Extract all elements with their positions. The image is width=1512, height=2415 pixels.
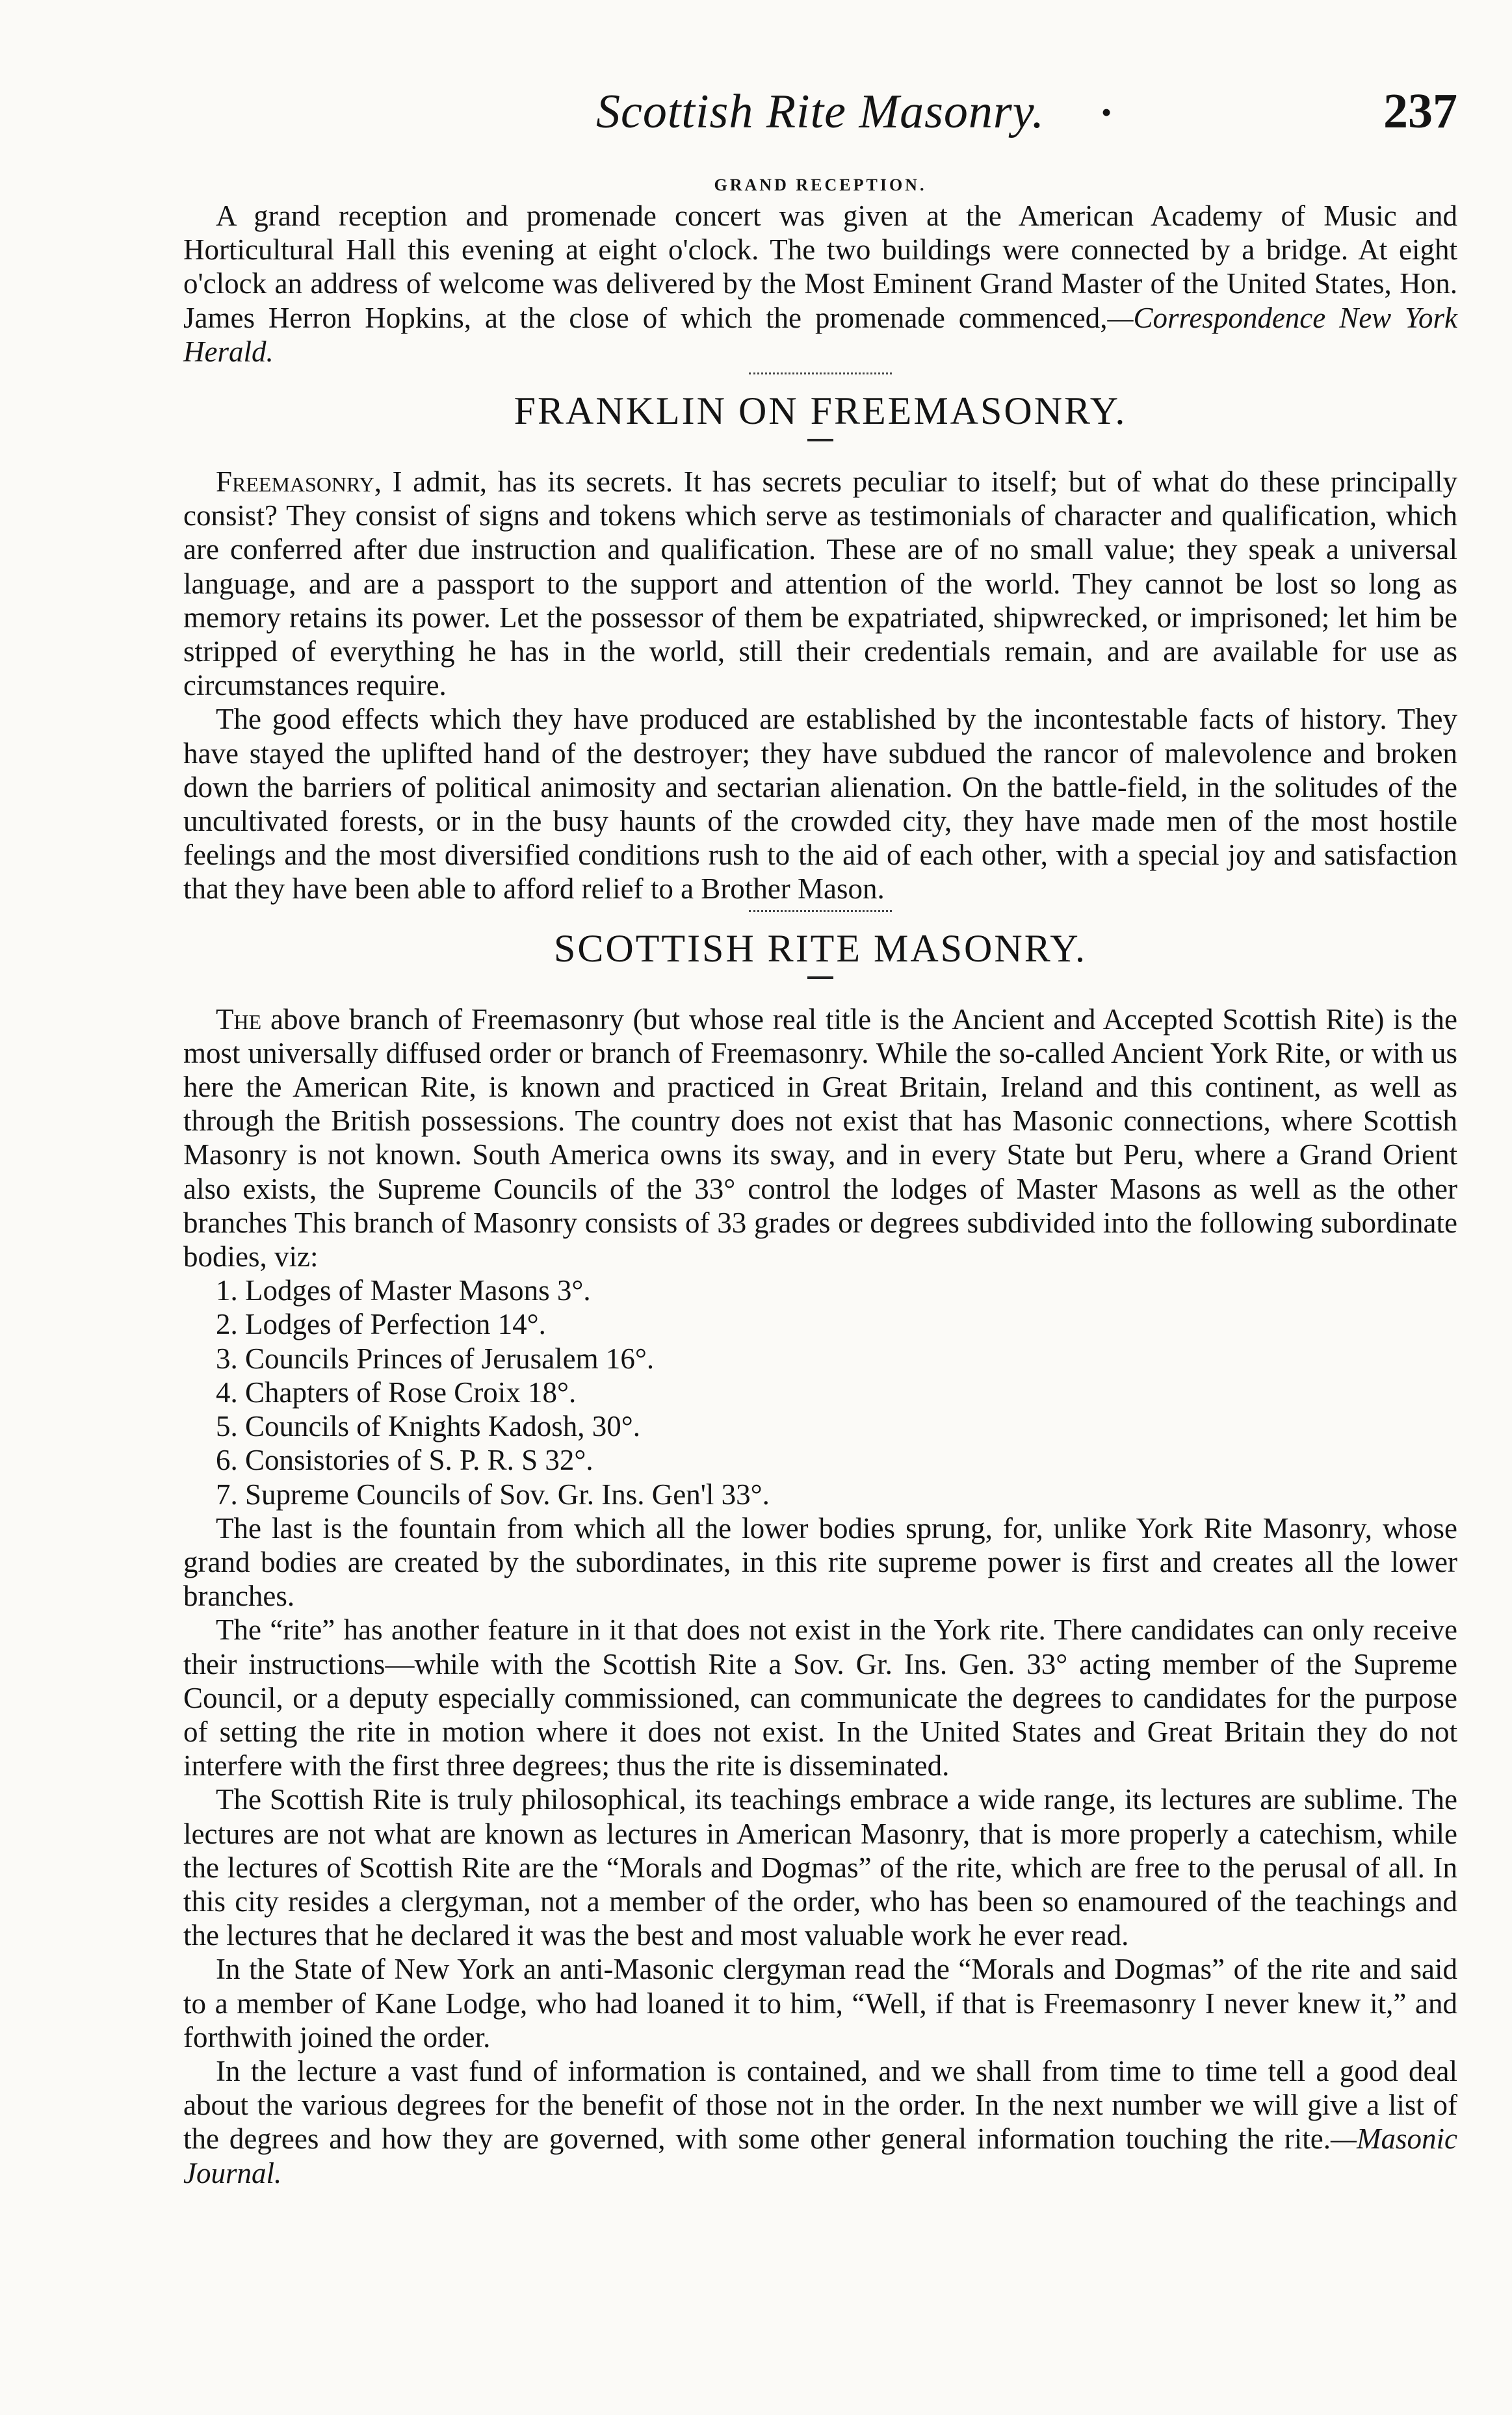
section-divider <box>749 910 892 912</box>
list-item: 4. Chapters of Rose Croix 18°. <box>216 1376 577 1409</box>
franklin-paragraph-2: The good effects which they have produced are established by the incontestable facts of history. They have stayed the uplifted hand of the destroyer; they have subdued the rancor of malevolence and broken down the barriers of political animosity and sectarian alienation. On the battle-field, in the solitudes of the uncultivated forests, or in the busy haunts of the crowded city, they have made men of the most hostile feelings and the most diversified conditions rush to the aid of each other, with a special joy and satisfaction that they have been able to afford relief to a Brother Mason. <box>183 703 1457 906</box>
scottish-lead-word: The <box>216 1002 262 1036</box>
list-item: 6. Consistories of S. P. R. S 32°. <box>216 1444 593 1477</box>
list-item: 3. Councils Princes of Jerusalem 16°. <box>216 1342 655 1375</box>
list-item: 1. Lodges of Master Masons 3°. <box>216 1274 591 1307</box>
list-item: 7. Supreme Councils of Sov. Gr. Ins. Gen'l 33°. <box>216 1478 770 1511</box>
franklin-p1-text: , I admit, has its secrets. It has secrets peculiar to itself; but of what do these principally consist? They consist of signs and tokens which serve as testimonials of character and qualification, which are conferred after due instruction and qualification. These are of no small value; they speak a universal language, and are a passport to the support and attention of the world. They cannot be lost so long as memory retains its power. Let the possessor of them be expatriated, shipwrecked, or imprisoned; let him be stripped of everything he has in the world, still their credentials remain, and are available for use as circumstances require. <box>183 465 1457 702</box>
grand-reception-heading: GRAND RECEPTION. <box>714 176 927 194</box>
running-title: Scottish Rite Masonry. <box>596 85 1045 138</box>
section-divider <box>749 372 892 374</box>
scottish-paragraph-5: In the State of New York an anti-Masonic clergyman read the “Morals and Dogmas” of the rite and said to a member of Kane Lodge, who had loaned it to him, “Well, if that is Freemasonry I never knew it,” and forthwith joined the order. <box>183 1953 1457 2054</box>
grand-reception-paragraph <box>183 199 1457 369</box>
running-header <box>183 77 1457 148</box>
scottish-paragraph-6 <box>183 2054 1457 2190</box>
scottish-p6-text: In the lecture a vast fund of information is contained, and we shall from time to time tell a good deal about the various degrees for the benefit of those not in the order. In the next number we will give a list of the degrees and how they are governed, with some other general information touching the rite. <box>183 2054 1457 2156</box>
scottish-paragraph-3: The “rite” has another feature in it that does not exist in the York rite. There candidates can only receive their instructions—while with the Scottish Rite a Sov. Gr. Ins. Gen. 33° acting member of the Supreme Council, or a deputy especially commissioned, can communicate the degrees to candidates for the purpose of setting the rite in motion where it does not exist. In the United States and Great Britain they do not interfere with the first three degrees; thus the rite is disseminated. <box>183 1613 1457 1782</box>
page-content <box>183 176 1457 2190</box>
scottish-paragraph-4: The Scottish Rite is truly philosophical, its teachings embrace a wide range, its lectures are sublime. The lectures are not what are known as lectures in American Masonry, that is more properly a catechism, while the lectures of Scottish Rite are the “Morals and Dogmas” of the rite, which are free to the perusal of all. In this city resides a clergyman, not a member of the order, who has been so enamoured of the teachings and the lectures that he declared it was the best and most valuable work he ever read. <box>183 1783 1457 1952</box>
franklin-lead-word: Freemasonry <box>216 465 374 499</box>
title-rule <box>807 976 833 979</box>
scottish-attribution: —Masonic Journal. <box>183 2122 1457 2189</box>
page-number: 237 <box>1383 84 1457 138</box>
list-item: 5. Councils of Knights Kadosh, 30°. <box>216 1410 640 1443</box>
scottish-p1-text: above branch of Freemasonry (but whose real title is the Ancient and Accepted Scottish Rite) is the most universally diffused order or branch of Freemasonry. While the so-called Ancient York Rite, or with us here the American Rite, is known and practiced in Great Britain, Ireland and this continent, as well as through the British possessions. The country does not exist that has Masonic connections, where Scottish Masonry is not known. South America owns its sway, and in every State but Peru, where a Grand Orient also exists, the Supreme Councils of the 33° control the lodges of Master Masons as well as the other branches This branch of Masonry consists of 33 grades or degrees subdivided into the following subordinate bodies, viz: <box>183 1002 1457 1273</box>
franklin-section <box>183 389 1457 912</box>
franklin-paragraph-1 <box>183 465 1457 702</box>
grand-reception-section <box>183 176 1457 374</box>
list-item: 2. Lodges of Perfection 14°. <box>216 1308 546 1341</box>
printer-mark: • <box>1101 96 1112 129</box>
title-rule <box>807 439 833 441</box>
subordinate-bodies-list <box>183 1273 1457 1511</box>
scottish-rite-section <box>183 926 1457 2190</box>
franklin-title: FRANKLIN ON FREEMASONRY. <box>514 389 1127 433</box>
scottish-paragraph-1 <box>183 1002 1457 1274</box>
grand-reception-attribution: —Correspondence New York Herald. <box>183 301 1457 368</box>
scottish-rite-title: SCOTTISH RITE MASONRY. <box>553 926 1087 970</box>
grand-reception-text: A grand reception and promenade concert was given at the American Academy of Music and Horticultural Hall this evening at eight o'clock. The two buildings were connected by a bridge. At eight o'clock an address of welcome was delivered by the Most Eminent Grand Master of the United States, Hon. James Herron Hopkins, at the close of which the promenade commenced, <box>183 200 1457 334</box>
scottish-paragraph-2: The last is the fountain from which all the lower bodies sprung, for, unlike York Rite Masonry, whose grand bodies are created by the subordinates, in this rite supreme power is first and creates all the lower branches. <box>183 1511 1457 1613</box>
